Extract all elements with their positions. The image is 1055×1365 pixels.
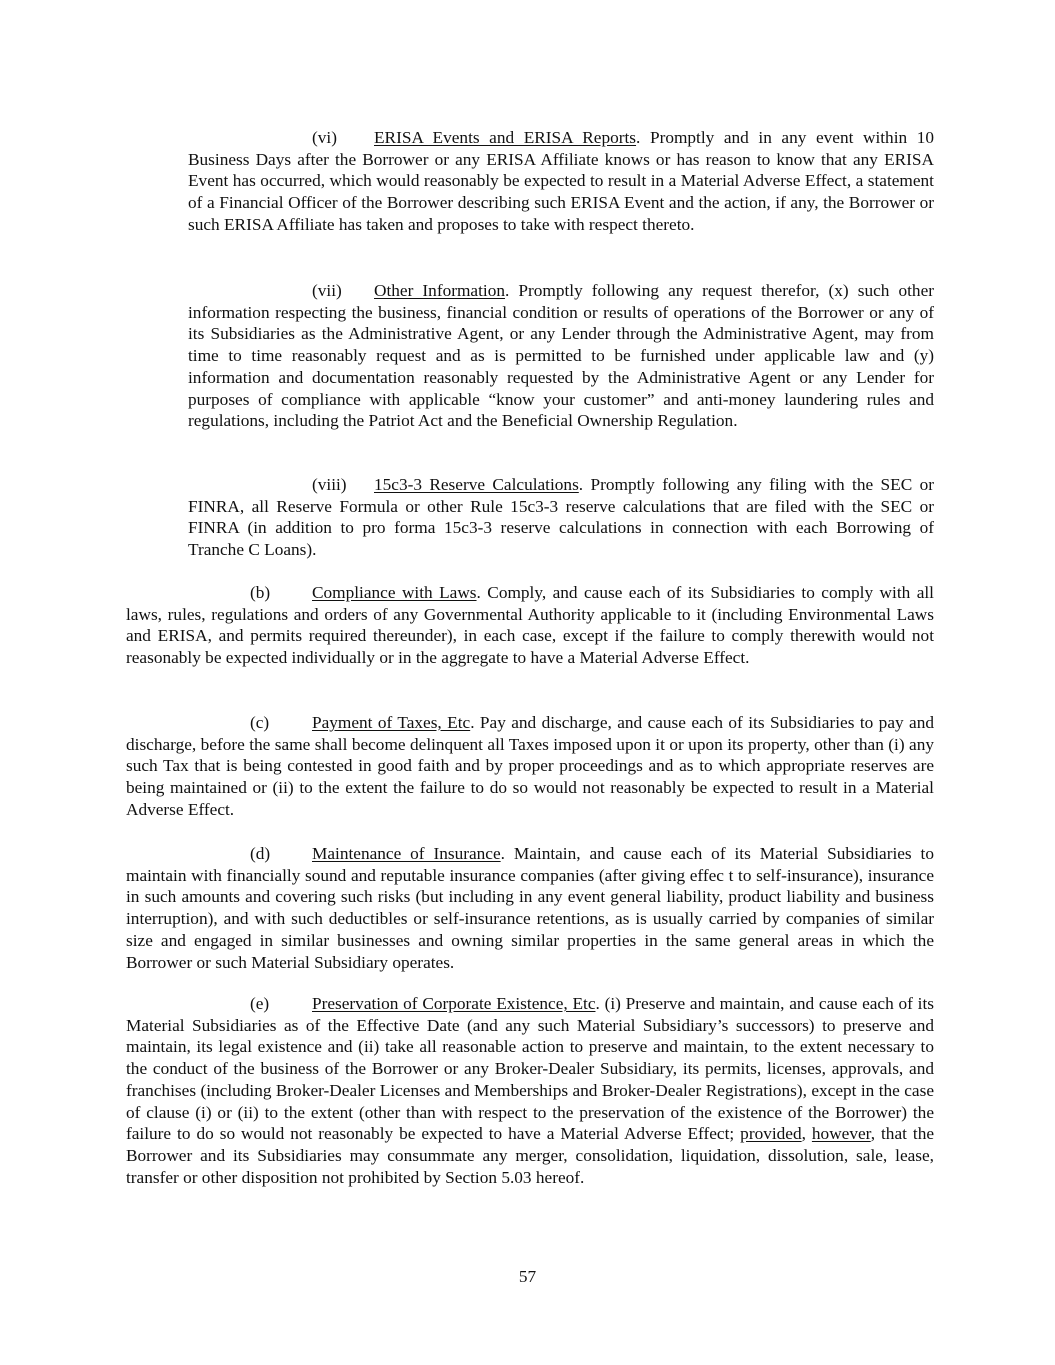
- separator: ,: [801, 1124, 812, 1144]
- section-number: (vii): [312, 281, 342, 300]
- section-vi-erisa-events: [188, 127, 934, 236]
- section-vii-other-information: [188, 280, 934, 432]
- section-body: . Promptly following any filing with the SEC or FINRA, all Reserve Formula or other Rule 15c3-3 reserve calculations that are filed with the SEC or FINRA (in addition to pro forma 15c3-3 reserve calculations in connection with each Borrowing of Tranche C Loans).: [188, 475, 934, 560]
- provided-term: provided: [740, 1124, 802, 1144]
- section-viii-reserve-calculations: [188, 474, 934, 561]
- section-number: (b): [250, 583, 271, 602]
- section-b-compliance-with-laws: [126, 582, 934, 669]
- section-number: (viii): [312, 475, 347, 494]
- section-heading: ERISA Events and ERISA Reports: [374, 128, 637, 147]
- section-body-part-2: , that the Borrower and its Subsidiaries may consummate any merger, consolidation, liquidation, dissolution, sale, lease, transfer or other disposition not prohibited by Section 5.03 hereof.: [126, 1124, 935, 1187]
- however-term: however: [811, 1124, 871, 1144]
- section-number: (e): [250, 994, 270, 1013]
- section-e-preservation-of-existence: [126, 993, 934, 1188]
- section-heading: Compliance with Laws: [312, 583, 477, 602]
- section-body: . Pay and discharge, and cause each of its Subsidiaries to pay and discharge, before the same shall become delinquent all Taxes imposed upon it or upon its property, other than (i) any such Tax that is being contested in good faith and by proper proceedings and as to which appropriate reserves are being maintained or (ii) to the extent the failure to do so would not reasonably be expected to result in a Material Adverse Effect.: [126, 713, 934, 819]
- section-heading: Payment of Taxes, Etc: [312, 713, 471, 732]
- section-d-maintenance-of-insurance: [126, 843, 934, 973]
- section-heading: Preservation of Corporate Existence, Etc: [312, 994, 596, 1013]
- section-body: . Maintain, and cause each of its Material Subsidiaries to maintain with financially sound and reputable insurance companies (after giving effec t to self-insurance), insurance in such amounts and covering such risks (but including in any event general liability, product liability and business interruption), and with such deductibles or self-insurance retentions, as is usually carried by companies of similar size and engaged in similar businesses and owning similar properties in the same general areas in which the Borrower or such Material Subsidiary operates.: [126, 844, 934, 972]
- section-body: . Promptly and in any event within 10 Business Days after the Borrower or any ERISA Affiliate knows or has reason to know that any ERISA Event has occurred, which would reasonably be expected to result in a Material Adverse Effect, a statement of a Financial Officer of the Borrower describing such ERISA Event and the action, if any, the Borrower or such ERISA Affiliate has taken and proposes to take with respect thereto.: [188, 128, 935, 234]
- section-body: . Comply, and cause each of its Subsidiaries to comply with all laws, rules, regulations and orders of any Governmental Authority applicable to it (including Environmental Laws and ERISA, and permits required thereunder), in each case, except if the failure to comply therewith would not reasonably be expected individually or in the aggregate to have a Material Adverse Effect.: [126, 583, 934, 668]
- section-c-payment-of-taxes: [126, 712, 934, 821]
- page-number: 57: [518, 1267, 537, 1286]
- section-number: (d): [250, 844, 271, 863]
- section-heading: 15c3-3 Reserve Calculations: [374, 475, 579, 494]
- section-body-part-1: . (i) Preserve and maintain, and cause each of its Material Subsidiaries as of the Effective Date (and any such Material Subsidiary’s successors) to preserve and maintain, its legal existence and (ii) take all reasonable action to preserve and maintain, to the extent necessary to the conduct of the business of the Borrower or any Broker-Dealer Subsidiary, its permits, licenses, approvals, and franchises (including Broker-Dealer Licenses and Memberships and Broker-Dealer Registrations), except in the case of clause (i) or (ii) to the extent (other than with respect to the preservation of the existence of the Borrower) the failure to do so would not reasonably be expected to have a Material Adverse Effect;: [126, 994, 934, 1144]
- section-heading: Maintenance of Insurance: [312, 844, 501, 863]
- section-heading: Other Information: [374, 281, 505, 300]
- section-number: (c): [250, 713, 270, 732]
- section-body: . Promptly following any request therefor, (x) such other information respecting the business, financial condition or results of operations of the Borrower or any of its Subsidiaries as the Administrative Agent, or any Lender through the Administrative Agent, may from time to time reasonably request and as is permitted to be furnished under applicable law and (y) information and documentation reasonably requested by the Administrative Agent or any Lender for purposes of compliance with applicable “know your customer” and anti-money laundering rules and regulations, including the Patriot Act and the Beneficial Ownership Regulation.: [188, 281, 935, 431]
- section-number: (vi): [312, 128, 337, 147]
